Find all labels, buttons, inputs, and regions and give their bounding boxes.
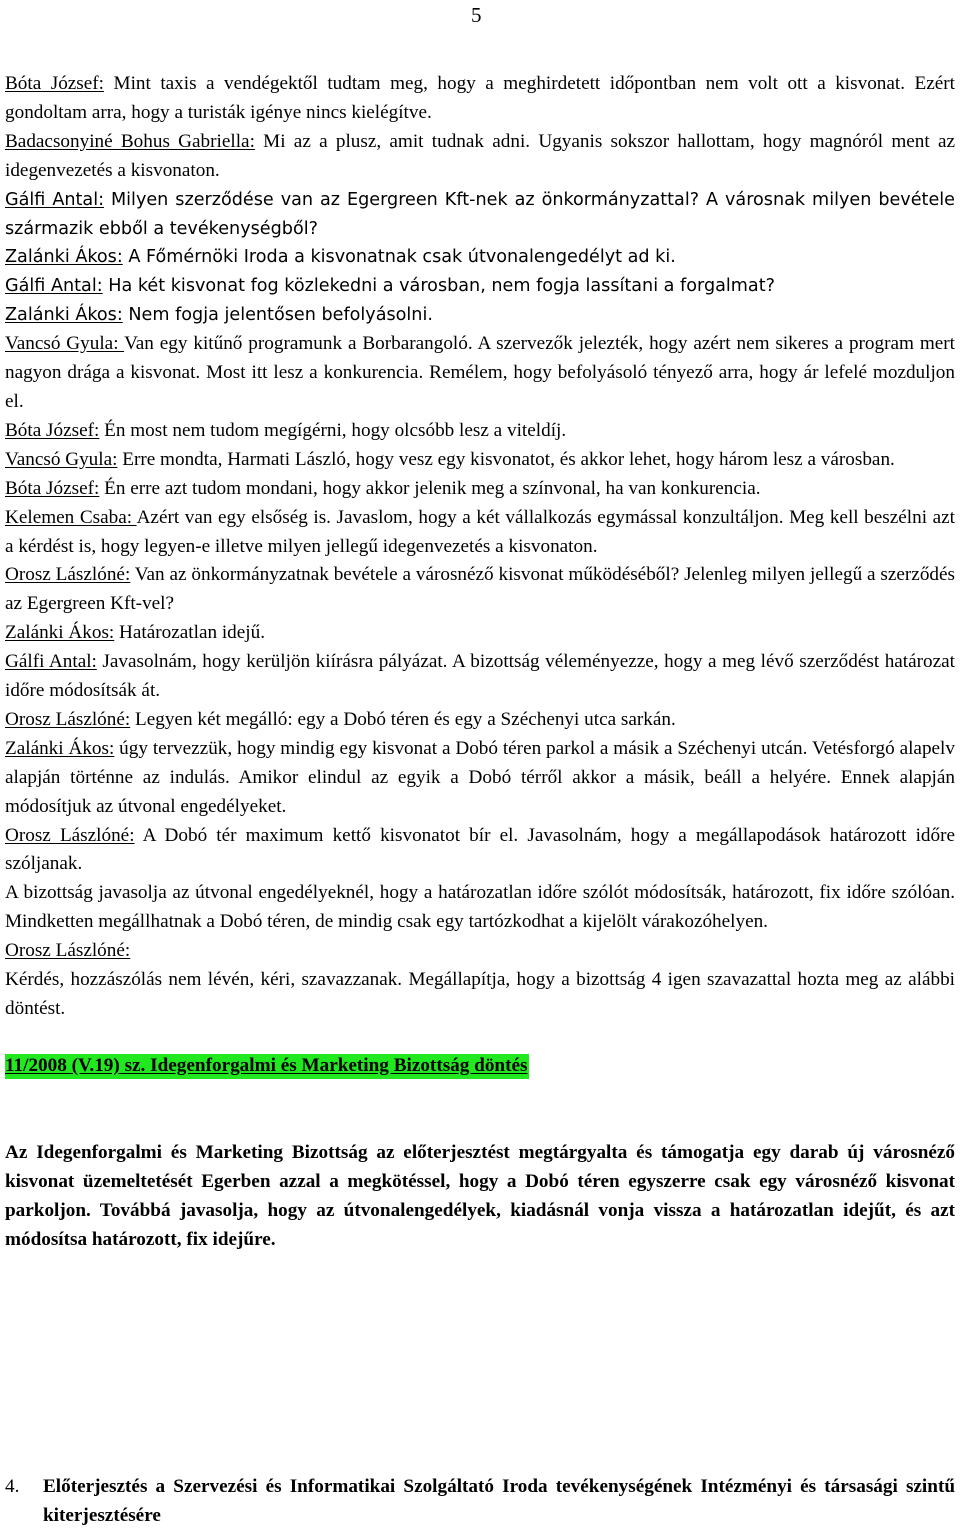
speaker-paragraph (5, 243, 955, 272)
decision-title: Idegenforgalmi és Marketing Bizottság döntés (145, 1054, 528, 1076)
speaker-paragraph (5, 301, 955, 330)
agenda-item (5, 1472, 955, 1530)
speaker-name: Gálfi Antal: (5, 276, 103, 297)
speaker-name: Kelemen Csaba: (5, 506, 137, 528)
minutes-content (5, 70, 955, 1254)
speaker-name: Orosz Lászlóné: (5, 564, 131, 586)
decision-heading (5, 1052, 955, 1081)
speaker-paragraph (5, 619, 955, 648)
speaker-paragraph (5, 475, 955, 504)
paragraph-text: Határozatlan idejű. (114, 622, 266, 644)
speaker-name: Gálfi Antal: (5, 189, 105, 210)
paragraph-text: A Főmérnöki Iroda a kisvonatnak csak útvonalengedélyt ad ki. (122, 247, 676, 268)
speaker-paragraph (5, 966, 955, 1024)
paragraph-text: A bizottság javasolja az útvonal engedélyeknél, hogy a határozatlan időre szólót módosítsák, határozott, fix időre szólóan. Mindketten megállhatnak a Dobó téren, de mindig csak egy tartózkodhat a kijelölt várakozóhelyen. (5, 882, 955, 933)
paragraph-text: Én erre azt tudom mondani, hogy akkor jelenik meg a színvonal, ha van konkurencia. (99, 477, 761, 499)
paragraph-text: Azért van egy elsőség is. Javaslom, hogy a két vállalkozás egymással konzultáljon. Meg kell beszélni azt a kérdést is, hogy legyen-e illetve milyen jellegű idegenvezetés a kisvonaton. (5, 506, 955, 557)
speaker-name: Badacsonyiné Bohus Gabriella: (5, 130, 255, 152)
paragraph-text: Erre mondta, Harmati László, hogy vesz egy kisvonatot, és akkor lehet, hogy három lesz a városban. (117, 448, 895, 470)
speaker-paragraph (5, 879, 955, 937)
page-number: 5 (471, 3, 482, 27)
speaker-paragraph (5, 648, 955, 706)
speaker-paragraph (5, 822, 955, 880)
paragraph-text: Javasolnám, hogy kerüljön kiírásra pályázat. A bizottság véleményezze, hogy a meg lévő szerződést határozat időre módosítsák át. (5, 651, 955, 702)
speaker-name: Orosz Lászlóné: (5, 824, 135, 846)
speaker-paragraph (5, 128, 955, 186)
spacer (5, 1024, 955, 1052)
speaker-paragraph (5, 417, 955, 446)
speaker-paragraph (5, 706, 955, 735)
speaker-paragraph (5, 446, 955, 475)
decision-number: 11/2008 (V.19) sz. (5, 1054, 146, 1076)
decision-highlight (5, 1054, 529, 1079)
speaker-name: Orosz Lászlóné: (5, 708, 131, 730)
paragraph-text: Milyen szerződése van az Egergreen Kft-nek az önkormányzattal? A városnak milyen bevétele származik ebből a tevékenységből? (5, 189, 955, 239)
paragraph-text: Van az önkormányzatnak bevétele a városnéző kisvonat működéséből? Jelenleg milyen jellegű a szerződés az Egergreen Kft-vel? (5, 564, 955, 615)
paragraph-text: úgy tervezzük, hogy mindig egy kisvonat a Dobó téren parkol a másik a Széchenyi utcán. Vetésforgó alapelv alapján történne az indulás. Amikor elindul az egyik a Dobó térről akkor a másik, beáll a helyére. Ennek alapján módosítjuk az útvonal engedélyeket. (5, 737, 955, 817)
speaker-name: Gálfi Antal: (5, 651, 97, 673)
agenda-item-number: 4. (5, 1476, 20, 1497)
speaker-name: Orosz Lászlóné: (5, 940, 131, 962)
speaker-name: Bóta József: (5, 419, 100, 441)
speaker-paragraph (5, 561, 955, 619)
speaker-paragraph (5, 735, 955, 822)
paragraph-text: Ha két kisvonat fog közlekedni a városban, nem fogja lassítani a forgalmat? (102, 276, 775, 297)
speaker-paragraph (5, 186, 955, 244)
speaker-name: Zalánki Ákos: (5, 737, 115, 759)
speaker-name: Vancsó Gyula: (5, 448, 118, 470)
paragraph-text: Mi az a plusz, amit tudnak adni. Ugyanis sokszor hallottam, hogy magnóról ment az idegenvezetés a kisvonaton. (5, 130, 956, 181)
agenda-item-title: Előterjesztés a Szervezési és Informatikai Szolgáltató Iroda tevékenységének Intézményi és társasági szintű kiterjesztésére (43, 1476, 955, 1526)
paragraph-text: Mint taxis a vendégektől tudtam meg, hogy a meghirdetett időpontban nem volt ott a kisvonat. Ezért gondoltam arra, hogy a turisták igénye nincs kielégítve. (5, 73, 955, 123)
speaker-name: Zalánki Ákos: (5, 305, 123, 326)
speaker-name: Vancsó Gyula: (5, 333, 125, 355)
paragraph-text: Nem fogja jelentősen befolyásolni. (122, 305, 433, 326)
speaker-name: Zalánki Ákos: (5, 622, 115, 644)
speaker-paragraph (5, 272, 955, 301)
discussion-list (5, 70, 955, 1024)
speaker-name: Bóta József: (5, 477, 100, 499)
decision-body: Az Idegenforgalmi és Marketing Bizottság az előterjesztést megtárgyalta és támogatja egy darab új városnéző kisvonat üzemeltetését Egerben azzal a megkötéssel, hogy a Dobó téren egyszerre csak egy városnéző kisvonat parkoljon. Továbbá javasolja, hogy az útvonalengedélyek, kiadásnál vonja vissza a határozatlan idejűt, és azt módosítsa határozott, fix idejűre. (5, 1141, 955, 1250)
paragraph-text: A Dobó tér maximum kettő kisvonatot bír el. Javasolnám, hogy a megállapodások határozott időre szóljanak. (5, 824, 955, 875)
speaker-paragraph (5, 504, 955, 562)
paragraph-text: Legyen két megálló: egy a Dobó téren és egy a Széchenyi utca sarkán. (130, 708, 676, 730)
speaker-paragraph (5, 70, 955, 128)
speaker-name: Zalánki Ákos: (5, 247, 123, 268)
speaker-paragraph (5, 937, 955, 966)
paragraph-text: Kérdés, hozzászólás nem lévén, kéri, szavazzanak. Megállapítja, hogy a bizottság 4 igen szavazattal hozta meg az alábbi döntést. (5, 969, 955, 1019)
speaker-paragraph (5, 330, 955, 417)
paragraph-text: Én most nem tudom megígérni, hogy olcsóbb lesz a viteldíj. (99, 419, 567, 441)
paragraph-text: Van egy kitűnő programunk a Borbarangoló. A szervezők jelezték, hogy azért nem sikeres a program mert nagyon drága a kisvonat. Most itt lesz a konkurencia. Remélem, hogy befolyásoló tényező arra, hogy ár lefelé mozduljon el. (5, 333, 955, 412)
spacer (5, 1081, 955, 1139)
speaker-name: Bóta József: (5, 73, 105, 94)
